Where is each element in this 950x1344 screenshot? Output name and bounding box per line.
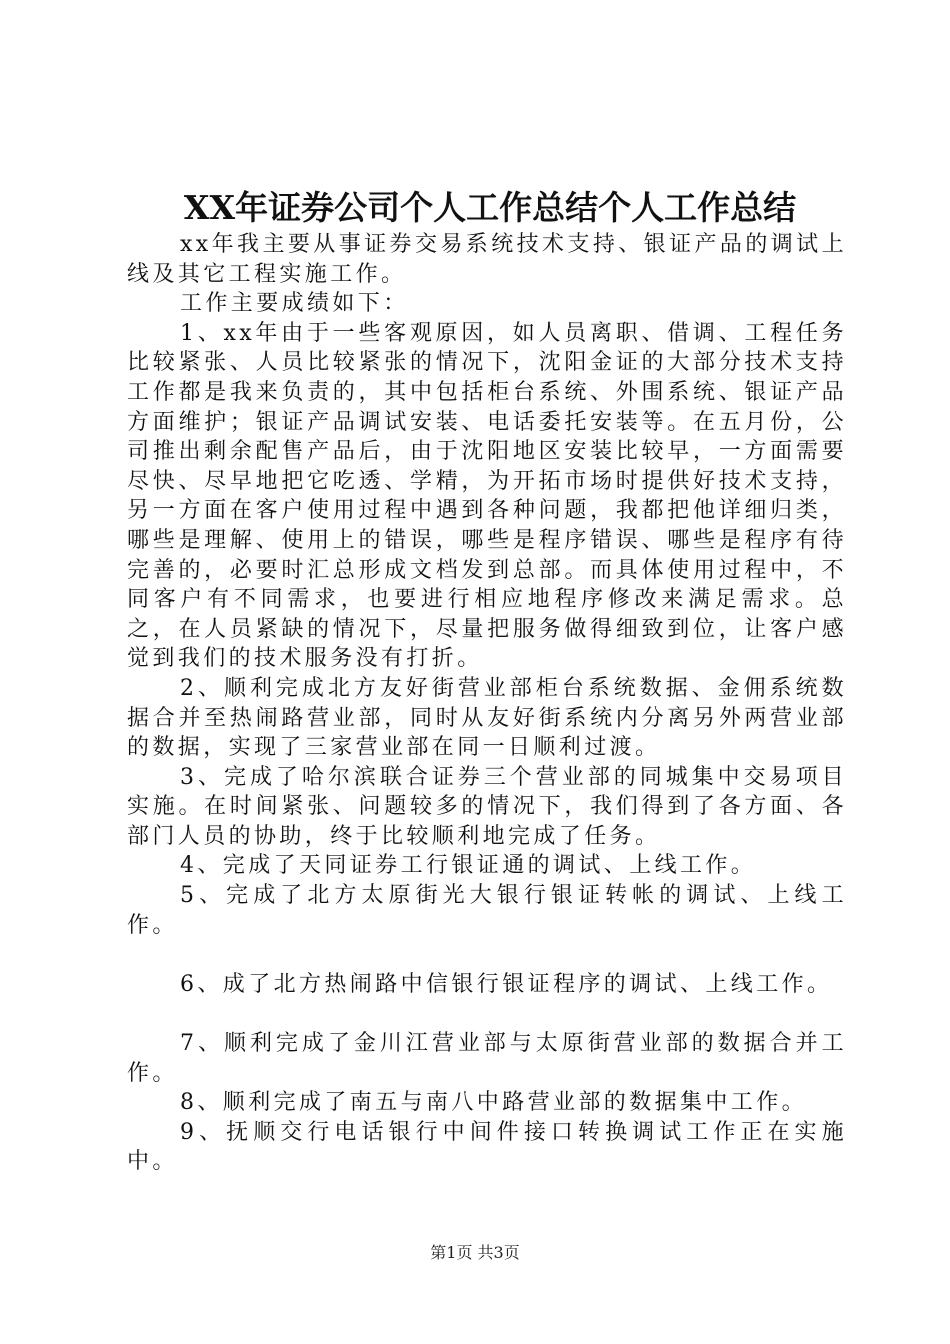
paragraph-intro: xx年我主要从事证券交易系统技术支持、银证产品的调试上线及其它工程实施工作。 [127,232,847,287]
paragraph-item-5: 5、完成了北方太原街光大银行银证转帐的调试、上线工作。 [127,883,847,938]
document-body [127,186,847,1177]
paragraph-item-2: 2、顺利完成北方友好街营业部柜台系统数据、金佣系统数据合并至热闹路营业部，同时从友好街系统内分离另外两营业部的数据，实现了三家营业部在同一日顺利过渡。 [127,675,847,761]
page-number-footer: 第1页 共3页 [430,1243,520,1262]
paragraph-item-4: 4、完成了天同证券工行银证通的调试、上线工作。 [180,853,757,879]
paragraph-item-7: 7、顺利完成了金川江营业部与太原街营业部的数据合并工作。 [127,1031,847,1086]
document-text [127,230,847,1177]
paragraph-item-6: 6、成了北方热闹路中信银行银证程序的调试、上线工作。 [180,971,833,997]
paragraph-item-9: 9、抚顺交行电话银行中间件接口转换调试工作正在实施中。 [127,1119,847,1175]
paragraph-item-8: 8、顺利完成了南五与南八中路营业部的数据集中工作。 [180,1090,807,1116]
paragraph-item-3: 3、完成了哈尔滨联合证券三个营业部的同城集中交易项目实施。在时间紧张、问题较多的情况下，我们得到了各方面、各部门人员的协助，终于比较顺利地完成了任务。 [127,764,847,849]
paragraph-item-1: 1、xx年由于一些客观原因，如人员离职、借调、工程任务比较紧张、人员比较紧张的情况下，沈阳金证的大部分技术支持工作都是我来负责的，其中包括柜台系统、外围系统、银证产品方面维护；银证产品调试安装、电话委托安装等。在五月份，公司推出剩余配售产品后，由于沈阳地区安装比较早，一方面需要尽快、尽早地把它吃透、学精，为开拓市场时提供好技术支持，另一方面在客户使用过程中遇到各种问题，我都把他详细归类，哪些是理解、使用上的错误，哪些是程序错误、哪些是程序有待完善的，必要时汇总形成文档发到总部。而具体使用过程中，不同客户有不同需求，也要进行相应地程序修改来满足需求。总之，在人员紧缺的情况下，尽量把服务做得细致到位，让客户感觉到我们的技术服务没有打折。 [127,320,847,672]
paragraph-achievements-heading: 工作主要成绩如下： [180,291,409,317]
document-title: XX年证券公司个人工作总结个人工作总结 [183,188,797,227]
